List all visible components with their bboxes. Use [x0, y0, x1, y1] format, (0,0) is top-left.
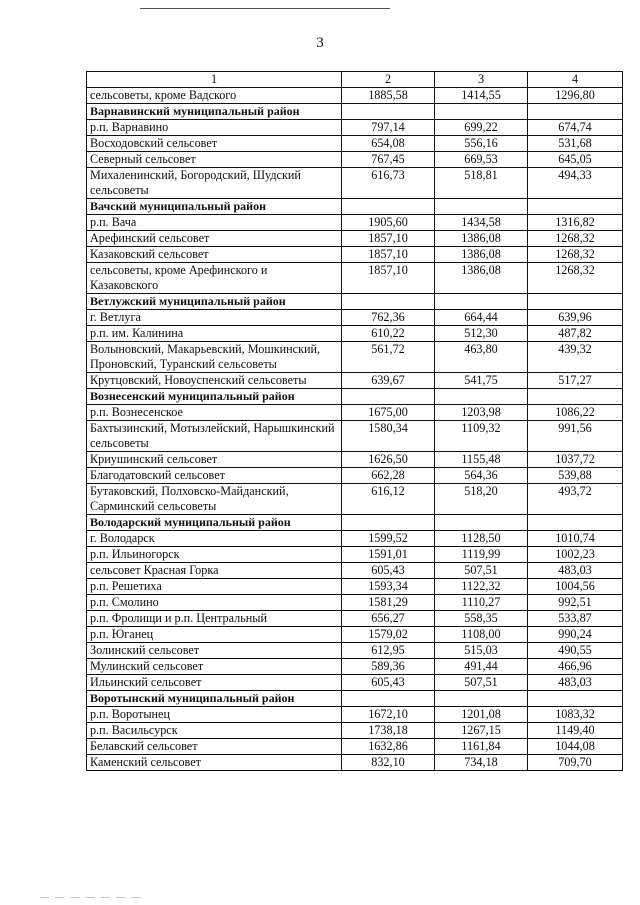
value-cell-col3: 515,03 — [435, 643, 528, 659]
value-cell-col4: 1044,08 — [528, 739, 623, 755]
value-cell-col4: 1010,74 — [528, 531, 623, 547]
value-cell-col3: 512,30 — [435, 326, 528, 342]
value-cell-col3: 518,20 — [435, 484, 528, 515]
settlement-name: р.п. Васильсурск — [87, 723, 342, 739]
value-cell-col3 — [435, 294, 528, 310]
value-cell-col2: 605,43 — [342, 563, 435, 579]
table-row — [87, 88, 623, 104]
settlement-name: Ильинский сельсовет — [87, 675, 342, 691]
value-cell-col3: 1110,27 — [435, 595, 528, 611]
table-row — [87, 247, 623, 263]
value-cell-col2: 1905,60 — [342, 215, 435, 231]
table-row — [87, 342, 623, 373]
value-cell-col4: 1149,40 — [528, 723, 623, 739]
settlement-name: Бутаковский, Полховско-Майданский, Сарминский сельсоветы — [87, 484, 342, 515]
value-cell-col2: 1738,18 — [342, 723, 435, 739]
settlement-name: р.п. Варнавино — [87, 120, 342, 136]
settlement-name: Бахтызинский, Мотызлейский, Нарышкинский сельсоветы — [87, 421, 342, 452]
table-row — [87, 531, 623, 547]
value-cell-col2: 639,67 — [342, 373, 435, 389]
value-cell-col2: 1675,00 — [342, 405, 435, 421]
table-row — [87, 755, 623, 771]
value-cell-col3: 1414,55 — [435, 88, 528, 104]
table-row — [87, 468, 623, 484]
settlement-name: Мулинский сельсовет — [87, 659, 342, 675]
value-cell-col2: 616,73 — [342, 168, 435, 199]
table-header-row — [87, 72, 623, 88]
value-cell-col2: 767,45 — [342, 152, 435, 168]
value-cell-col2 — [342, 691, 435, 707]
tariff-table — [86, 71, 623, 771]
district-name: Вознесенский муниципальный район — [87, 389, 342, 405]
value-cell-col3: 518,81 — [435, 168, 528, 199]
value-cell-col2: 1591,01 — [342, 547, 435, 563]
table-row — [87, 707, 623, 723]
value-cell-col2 — [342, 389, 435, 405]
table-row — [87, 373, 623, 389]
value-cell-col2 — [342, 515, 435, 531]
value-cell-col4: 992,51 — [528, 595, 623, 611]
value-cell-col3: 491,44 — [435, 659, 528, 675]
value-cell-col4: 639,96 — [528, 310, 623, 326]
value-cell-col3: 734,18 — [435, 755, 528, 771]
value-cell-col2: 1672,10 — [342, 707, 435, 723]
value-cell-col4: 539,88 — [528, 468, 623, 484]
settlement-name: Северный сельсовет — [87, 152, 342, 168]
value-cell-col4: 483,03 — [528, 675, 623, 691]
settlement-name: р.п. Юганец — [87, 627, 342, 643]
value-cell-col4: 531,68 — [528, 136, 623, 152]
value-cell-col2 — [342, 104, 435, 120]
column-header-2: 2 — [342, 72, 435, 88]
column-header-1: 1 — [87, 72, 342, 88]
settlement-name: Каменский сельсовет — [87, 755, 342, 771]
value-cell-col3: 699,22 — [435, 120, 528, 136]
value-cell-col4: 1268,32 — [528, 263, 623, 294]
settlement-name: Золинский сельсовет — [87, 643, 342, 659]
value-cell-col4: 1083,32 — [528, 707, 623, 723]
value-cell-col4 — [528, 515, 623, 531]
table-row — [87, 595, 623, 611]
value-cell-col4: 490,55 — [528, 643, 623, 659]
value-cell-col3: 1267,15 — [435, 723, 528, 739]
value-cell-col4: 493,72 — [528, 484, 623, 515]
district-row — [87, 389, 623, 405]
value-cell-col3: 463,80 — [435, 342, 528, 373]
value-cell-col2: 1579,02 — [342, 627, 435, 643]
table-row — [87, 136, 623, 152]
value-cell-col4: 1086,22 — [528, 405, 623, 421]
value-cell-col4: 487,82 — [528, 326, 623, 342]
value-cell-col4: 990,24 — [528, 627, 623, 643]
value-cell-col3: 1119,99 — [435, 547, 528, 563]
table-row — [87, 547, 623, 563]
value-cell-col3: 1128,50 — [435, 531, 528, 547]
value-cell-col3: 507,51 — [435, 675, 528, 691]
value-cell-col4: 991,56 — [528, 421, 623, 452]
value-cell-col3: 1161,84 — [435, 739, 528, 755]
value-cell-col4: 645,05 — [528, 152, 623, 168]
column-header-4: 4 — [528, 72, 623, 88]
value-cell-col3: 564,36 — [435, 468, 528, 484]
district-name: Ветлужский муниципальный район — [87, 294, 342, 310]
table-row — [87, 405, 623, 421]
value-cell-col2: 605,43 — [342, 675, 435, 691]
value-cell-col3: 558,35 — [435, 611, 528, 627]
table-row — [87, 579, 623, 595]
table-row — [87, 120, 623, 136]
value-cell-col3: 541,75 — [435, 373, 528, 389]
district-name: Варнавинский муниципальный район — [87, 104, 342, 120]
district-row — [87, 691, 623, 707]
value-cell-col4: 709,70 — [528, 755, 623, 771]
page-number: 3 — [316, 35, 324, 51]
district-name: Воротынский муниципальный район — [87, 691, 342, 707]
value-cell-col4: 483,03 — [528, 563, 623, 579]
value-cell-col2: 1857,10 — [342, 231, 435, 247]
value-cell-col2: 1581,29 — [342, 595, 435, 611]
table-row — [87, 484, 623, 515]
value-cell-col2: 612,95 — [342, 643, 435, 659]
settlement-name: сельсовет Красная Горка — [87, 563, 342, 579]
settlement-name: р.п. Вознесенское — [87, 405, 342, 421]
value-cell-col3: 1122,32 — [435, 579, 528, 595]
value-cell-col2: 832,10 — [342, 755, 435, 771]
settlement-name: р.п. Решетиха — [87, 579, 342, 595]
value-cell-col3: 1386,08 — [435, 247, 528, 263]
value-cell-col3: 1434,58 — [435, 215, 528, 231]
table-row — [87, 675, 623, 691]
value-cell-col2: 662,28 — [342, 468, 435, 484]
value-cell-col4: 1268,32 — [528, 231, 623, 247]
value-cell-col4: 466,96 — [528, 659, 623, 675]
table-row — [87, 152, 623, 168]
settlement-name: р.п. Воротынец — [87, 707, 342, 723]
value-cell-col2: 1626,50 — [342, 452, 435, 468]
value-cell-col2: 654,08 — [342, 136, 435, 152]
settlement-name: р.п. Фролищи и р.п. Центральный — [87, 611, 342, 627]
value-cell-col2: 762,36 — [342, 310, 435, 326]
settlement-name: р.п. Ильиногорск — [87, 547, 342, 563]
value-cell-col2: 1857,10 — [342, 247, 435, 263]
settlement-name: Крутцовский, Новоуспенский сельсоветы — [87, 373, 342, 389]
value-cell-col3: 1108,00 — [435, 627, 528, 643]
value-cell-col2 — [342, 199, 435, 215]
value-cell-col2: 561,72 — [342, 342, 435, 373]
settlement-name: Волыновский, Макарьевский, Мошкинский, Проновский, Туранский сельсоветы — [87, 342, 342, 373]
settlement-name: Восходовский сельсовет — [87, 136, 342, 152]
value-cell-col3: 669,53 — [435, 152, 528, 168]
value-cell-col2: 656,27 — [342, 611, 435, 627]
value-cell-col2: 1593,34 — [342, 579, 435, 595]
value-cell-col3: 1203,98 — [435, 405, 528, 421]
value-cell-col3: 507,51 — [435, 563, 528, 579]
table-row — [87, 659, 623, 675]
table-row — [87, 643, 623, 659]
column-header-3: 3 — [435, 72, 528, 88]
value-cell-col4: 1037,72 — [528, 452, 623, 468]
value-cell-col4: 1296,80 — [528, 88, 623, 104]
value-cell-col2: 1857,10 — [342, 263, 435, 294]
settlement-name: г. Ветлуга — [87, 310, 342, 326]
value-cell-col2: 589,36 — [342, 659, 435, 675]
value-cell-col4 — [528, 294, 623, 310]
district-row — [87, 515, 623, 531]
top-rule — [140, 8, 390, 9]
settlement-name: сельсоветы, кроме Вадского — [87, 88, 342, 104]
value-cell-col2 — [342, 294, 435, 310]
value-cell-col3: 1386,08 — [435, 231, 528, 247]
district-name: Володарский муниципальный район — [87, 515, 342, 531]
settlement-name: Криушинский сельсовет — [87, 452, 342, 468]
value-cell-col4 — [528, 104, 623, 120]
district-row — [87, 199, 623, 215]
value-cell-col3: 664,44 — [435, 310, 528, 326]
value-cell-col3 — [435, 691, 528, 707]
value-cell-col2: 1599,52 — [342, 531, 435, 547]
table-row — [87, 611, 623, 627]
value-cell-col3 — [435, 104, 528, 120]
value-cell-col4: 533,87 — [528, 611, 623, 627]
value-cell-col4: 1002,23 — [528, 547, 623, 563]
table-row — [87, 723, 623, 739]
value-cell-col4: 439,32 — [528, 342, 623, 373]
table-row — [87, 168, 623, 199]
value-cell-col4 — [528, 389, 623, 405]
district-row — [87, 294, 623, 310]
table-row — [87, 263, 623, 294]
footer-mark: — — — — — — — — [40, 892, 143, 902]
table-row — [87, 326, 623, 342]
value-cell-col3: 1109,32 — [435, 421, 528, 452]
table-row — [87, 231, 623, 247]
table-row — [87, 215, 623, 231]
settlement-name: Белавский сельсовет — [87, 739, 342, 755]
value-cell-col2: 797,14 — [342, 120, 435, 136]
value-cell-col3: 1155,48 — [435, 452, 528, 468]
settlement-name: г. Володарск — [87, 531, 342, 547]
value-cell-col2: 616,12 — [342, 484, 435, 515]
value-cell-col3 — [435, 199, 528, 215]
value-cell-col3 — [435, 389, 528, 405]
table-row — [87, 563, 623, 579]
value-cell-col4: 1316,82 — [528, 215, 623, 231]
value-cell-col4 — [528, 691, 623, 707]
value-cell-col4: 674,74 — [528, 120, 623, 136]
table-row — [87, 627, 623, 643]
value-cell-col4: 517,27 — [528, 373, 623, 389]
district-row — [87, 104, 623, 120]
table-row — [87, 310, 623, 326]
district-name: Вачский муниципальный район — [87, 199, 342, 215]
value-cell-col2: 1580,34 — [342, 421, 435, 452]
table-row — [87, 421, 623, 452]
settlement-name: р.п. Смолино — [87, 595, 342, 611]
value-cell-col2: 1885,58 — [342, 88, 435, 104]
settlement-name: Благодатовский сельсовет — [87, 468, 342, 484]
settlement-name: р.п. Вача — [87, 215, 342, 231]
value-cell-col3: 556,16 — [435, 136, 528, 152]
table-row — [87, 452, 623, 468]
value-cell-col4 — [528, 199, 623, 215]
value-cell-col3 — [435, 515, 528, 531]
table-body — [87, 88, 623, 771]
settlement-name: Казаковский сельсовет — [87, 247, 342, 263]
value-cell-col3: 1386,08 — [435, 263, 528, 294]
value-cell-col4: 494,33 — [528, 168, 623, 199]
table-row — [87, 739, 623, 755]
value-cell-col3: 1201,08 — [435, 707, 528, 723]
value-cell-col4: 1268,32 — [528, 247, 623, 263]
value-cell-col4: 1004,56 — [528, 579, 623, 595]
settlement-name: р.п. им. Калинина — [87, 326, 342, 342]
settlement-name: сельсоветы, кроме Арефинского и Казаковского — [87, 263, 342, 294]
settlement-name: Арефинский сельсовет — [87, 231, 342, 247]
value-cell-col2: 1632,86 — [342, 739, 435, 755]
settlement-name: Михаленинский, Богородский, Шудский сельсоветы — [87, 168, 342, 199]
value-cell-col2: 610,22 — [342, 326, 435, 342]
